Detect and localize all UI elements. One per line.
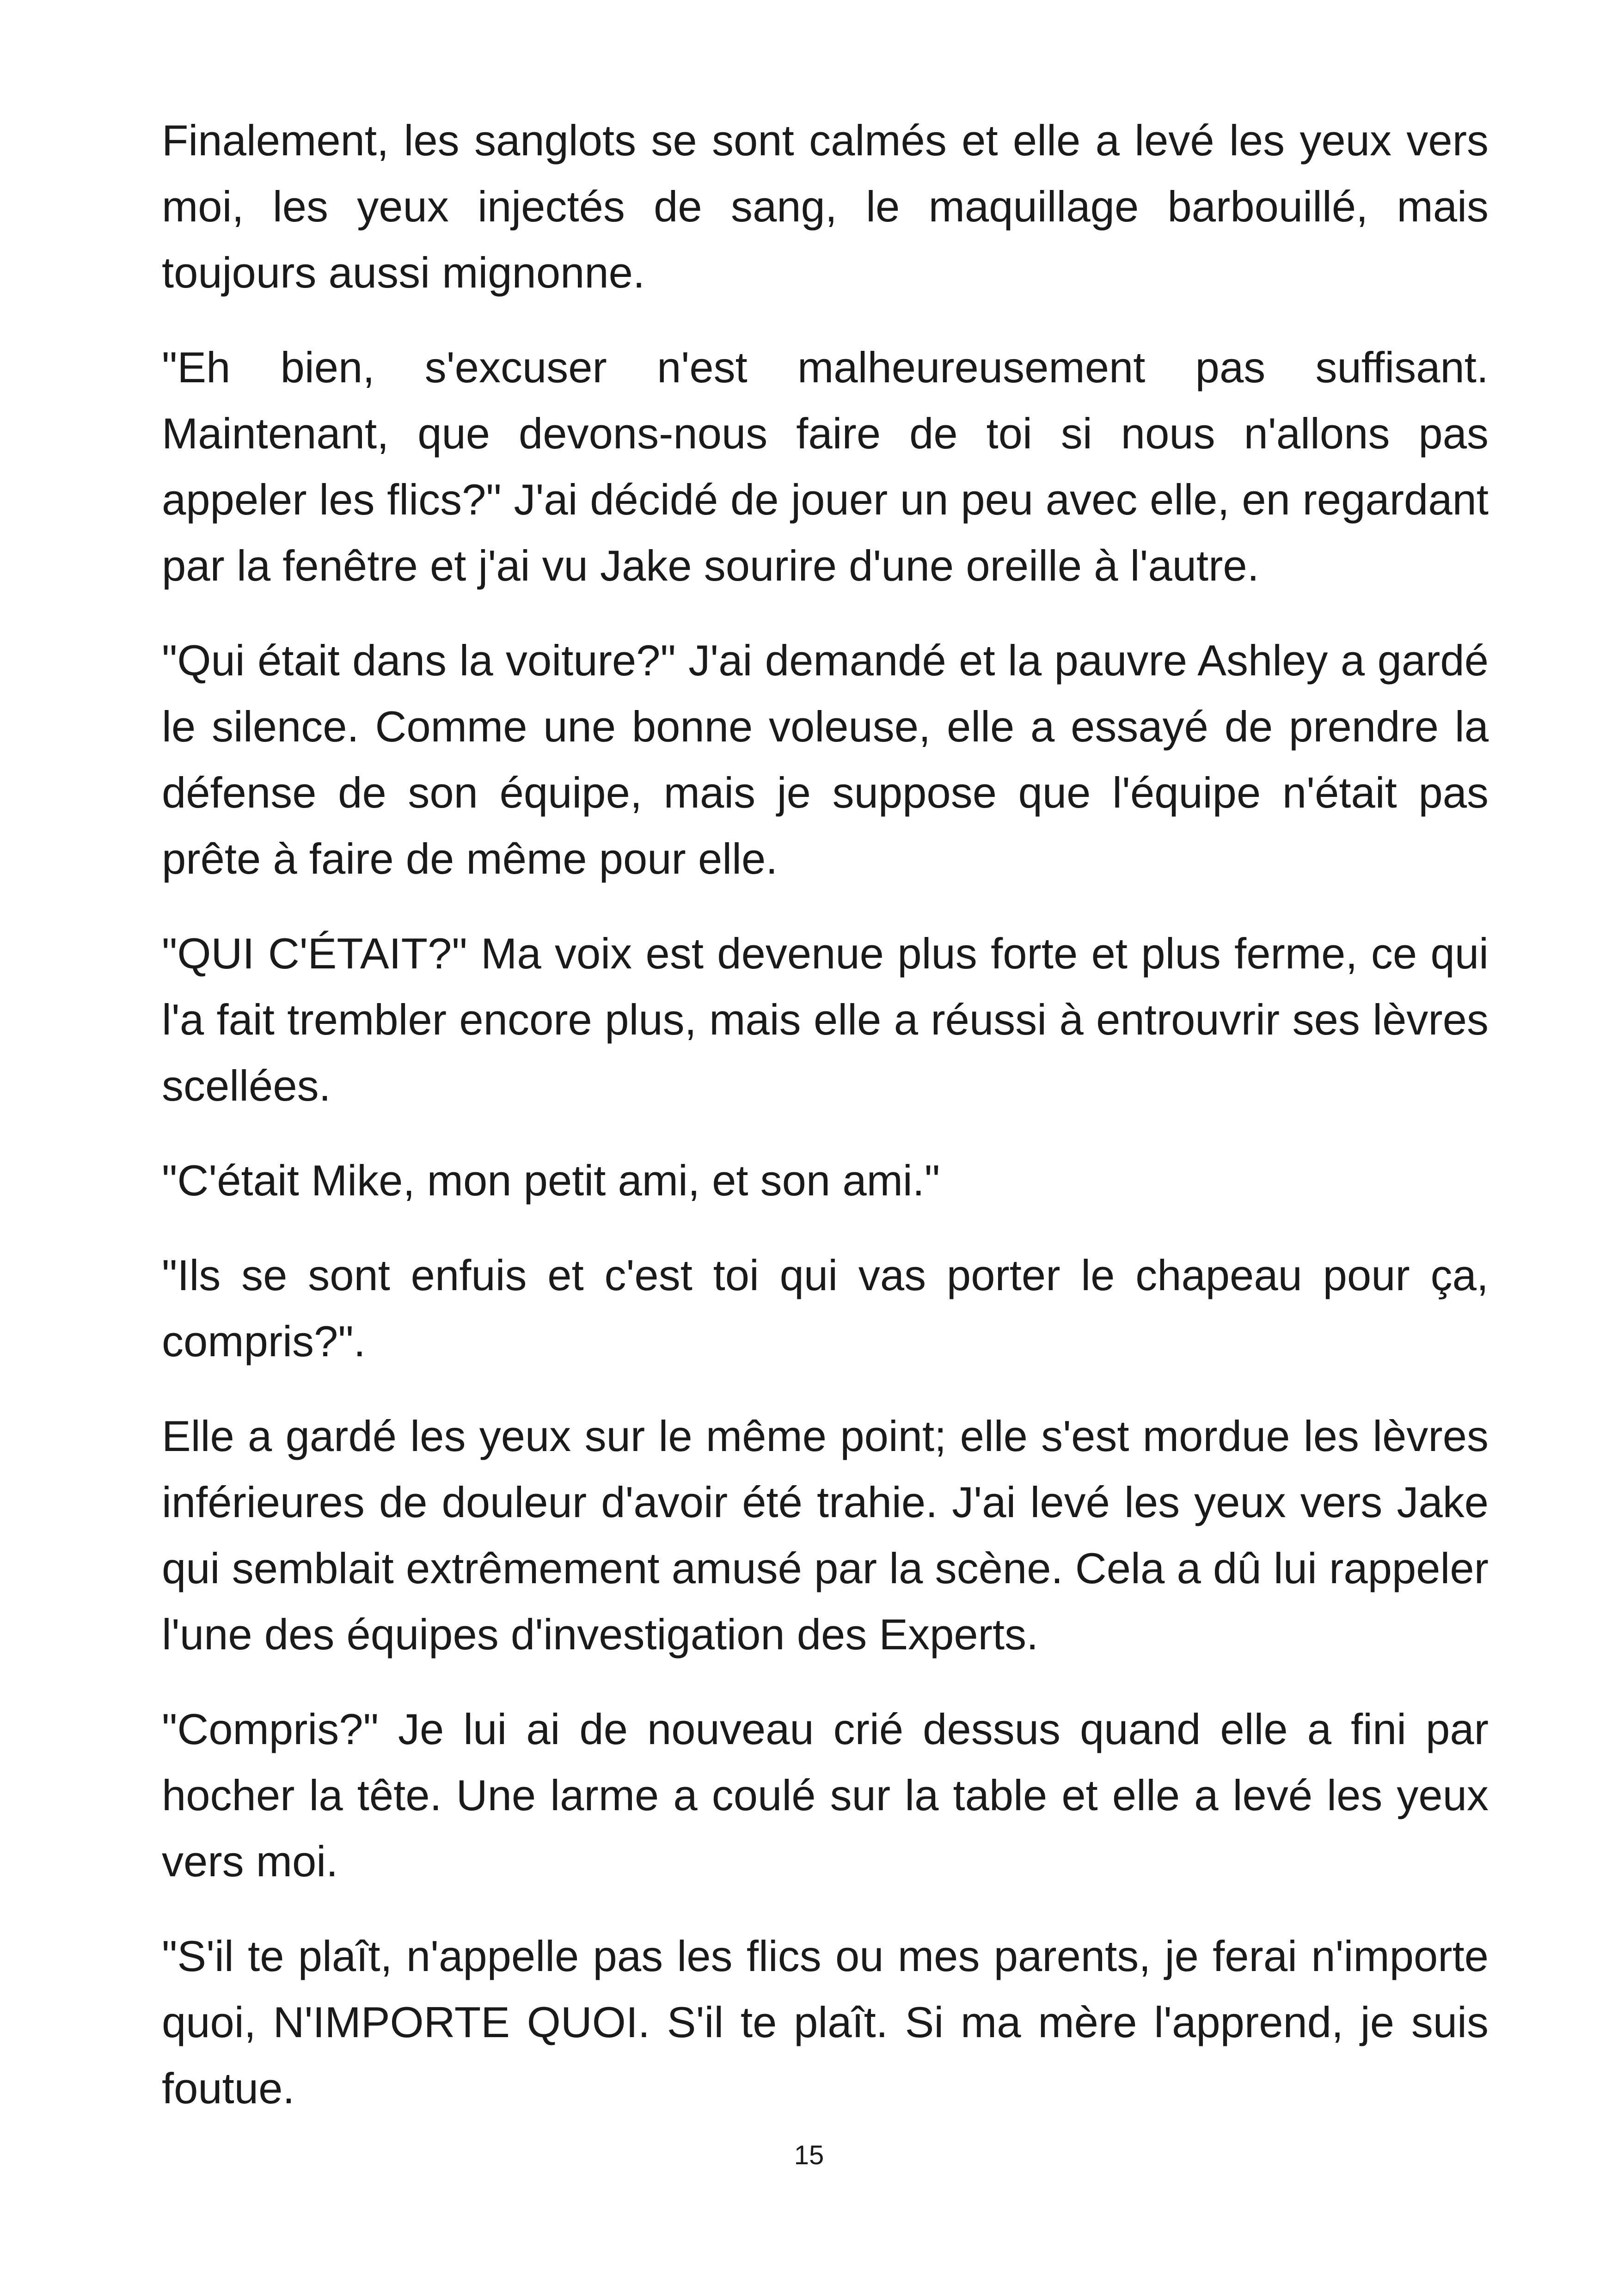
- paragraph-3: "Qui était dans la voiture?" J'ai demandé et la pauvre Ashley a gardé le silence. Comme une bonne voleuse, elle a essayé de prendre la défense de son équipe, mais je suppose que l'équipe n'était pas prête à faire de même pour elle.: [162, 636, 1489, 883]
- paragraph-4: "QUI C'ÉTAIT?" Ma voix est devenue plus forte et plus ferme, ce qui l'a fait trembler encore plus, mais elle a réussi à entrouvrir ses lèvres scellées.: [162, 929, 1489, 1110]
- paragraph-2: "Eh bien, s'excuser n'est malheureusement pas suffisant. Maintenant, que devons-nous faire de toi si nous n'allons pas appeler les flics?" J'ai décidé de jouer un peu avec elle, en regardant par la fenêtre et j'ai vu Jake sourire d'une oreille à l'autre.: [162, 343, 1489, 590]
- paragraph-6: "Ils se sont enfuis et c'est toi qui vas porter le chapeau pour ça, compris?".: [162, 1251, 1489, 1365]
- paragraph-8: "Compris?" Je lui ai de nouveau crié dessus quand elle a fini par hocher la tête. Une larme a coulé sur la table et elle a levé les yeux vers moi.: [162, 1705, 1489, 1886]
- paragraph-5: "C'était Mike, mon petit ami, et son ami.": [162, 1156, 940, 1205]
- paragraph-7: Elle a gardé les yeux sur le même point; elle s'est mordue les lèvres inférieures de douleur d'avoir été trahie. J'ai levé les yeux vers Jake qui semblait extrêmement amusé par la scène. Cela a dû lui rappeler l'une des équipes d'investigation des Experts.: [162, 1412, 1489, 1659]
- page-number: 15: [794, 2140, 824, 2170]
- paragraph-1: Finalement, les sanglots se sont calmés et elle a levé les yeux vers moi, les yeux injectés de sang, le maquillage barbouillé, mais toujours aussi mignonne.: [162, 116, 1489, 297]
- body-text: [162, 107, 1489, 2150]
- paragraph-9: "S'il te plaît, n'appelle pas les flics ou mes parents, je ferai n'importe quoi, N'IMPORTE QUOI. S'il te plaît. Si ma mère l'apprend, je suis foutue.: [162, 1932, 1489, 2112]
